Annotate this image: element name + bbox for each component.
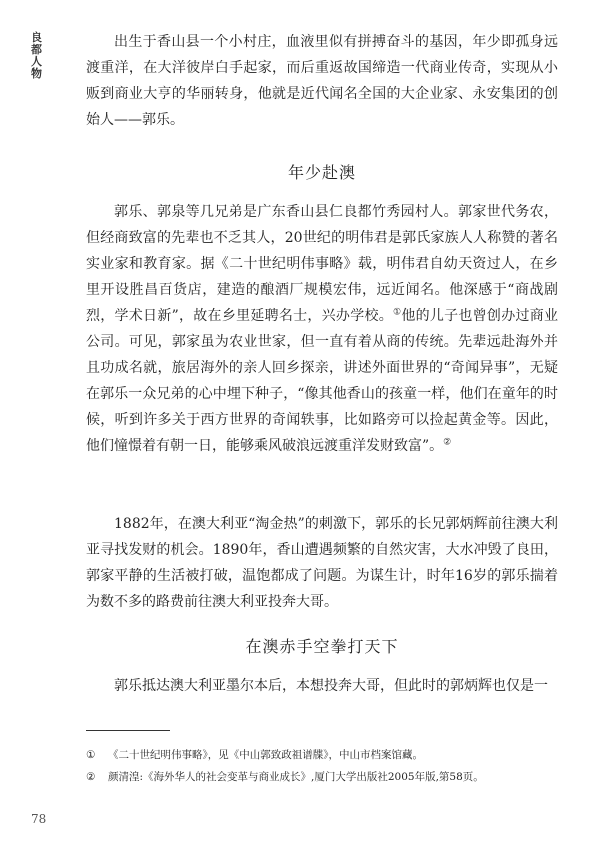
footnote-2-mark: ② — [86, 771, 96, 783]
footnotes — [86, 744, 566, 788]
paragraph-1882-text: 1882年，在澳大利亚“淘金热”的刺激下，郭乐的长兄郭炳辉前往澳大利亚寻找发财的机会。1890年，香山遭遇频繁的自然灾害，大水冲毁了良田，郭家平静的生活被打破，温饱都成了问题。为谋生计，时年16岁的郭乐揣着为数不多的路费前往澳大利亚投奔大哥。 — [86, 516, 558, 610]
section-heading-2: 在澳赤手空拳打天下 — [245, 637, 399, 656]
footnote-2 — [86, 766, 566, 788]
paragraph-intro-text: 出生于香山县一个小村庄，血液里似有拼搏奋斗的基因，年少即孤身远渡重洋，在大洋彼岸白手起家，而后重返故国缔造一代商业传奇，实现从小贩到商业大亨的华丽转身，他就是近代闻名全国的大企业家、永安集团的创始人——郭乐。 — [86, 34, 558, 128]
footnote-ref-1: ① — [393, 307, 402, 318]
footnote-1-text: 《二十世纪明伟事略》，见《中山郭致政祖谱牒》，中山市档案馆藏。 — [108, 749, 423, 761]
page-number: 78 — [31, 812, 47, 826]
footnote-2-text: 颜清湟:《海外华人的社会变革与商业成长》,厦门大学出版社2005年版,第58页。 — [108, 771, 484, 783]
paragraph-intro — [86, 29, 558, 133]
section-heading-1: 年少赴澳 — [287, 163, 356, 182]
footnote-ref-2: ② — [443, 437, 452, 448]
footnote-1 — [86, 744, 566, 766]
running-header-vertical: 良都人物 — [31, 31, 42, 80]
paragraph-family-text-b: 他的儿子也曾创办过商业公司。可见，郭家虽为农业世家，但一直有着从商的传统。先辈远赴海外并且功成名就，旅居海外的亲人回乡探亲，讲述外面世界的“奇闻异事”，无疑在郭乐一众兄弟的心中埋下种子，“像其他香山的孩童一样，他们在童年的时候，听到许多关于西方世界的奇闻轶事，比如路旁可以捡起黄金等。因此，他们憧憬着有朝一日，能够乘风破浪远渡重洋发财致富”。 — [86, 308, 558, 454]
paragraph-family — [86, 199, 558, 459]
paragraph-melbourne — [86, 673, 558, 699]
paragraph-family-text-a: 郭乐、郭泉等几兄弟是广东香山县仁良都竹秀园村人。郭家世代务农，但经商致富的先辈也不乏其人，20世纪的明伟君是郭氏家族人人称赞的著名实业家和教育家。据《二十世纪明伟事略》载，明伟君自幼天资过人，在乡里开设胜昌百货店，建造的酿酒厂规模宏伟，远近闻名。他深感于“商战剧烈，学术日新”，故在乡里延聘名士，兴办学校。 — [86, 204, 558, 324]
paragraph-1882 — [86, 511, 558, 615]
footnote-1-mark: ① — [86, 749, 96, 761]
paragraph-melbourne-text: 郭乐抵达澳大利亚墨尔本后，本想投奔大哥，但此时的郭炳辉也仅是一 — [114, 678, 548, 694]
footnote-divider — [86, 730, 170, 731]
